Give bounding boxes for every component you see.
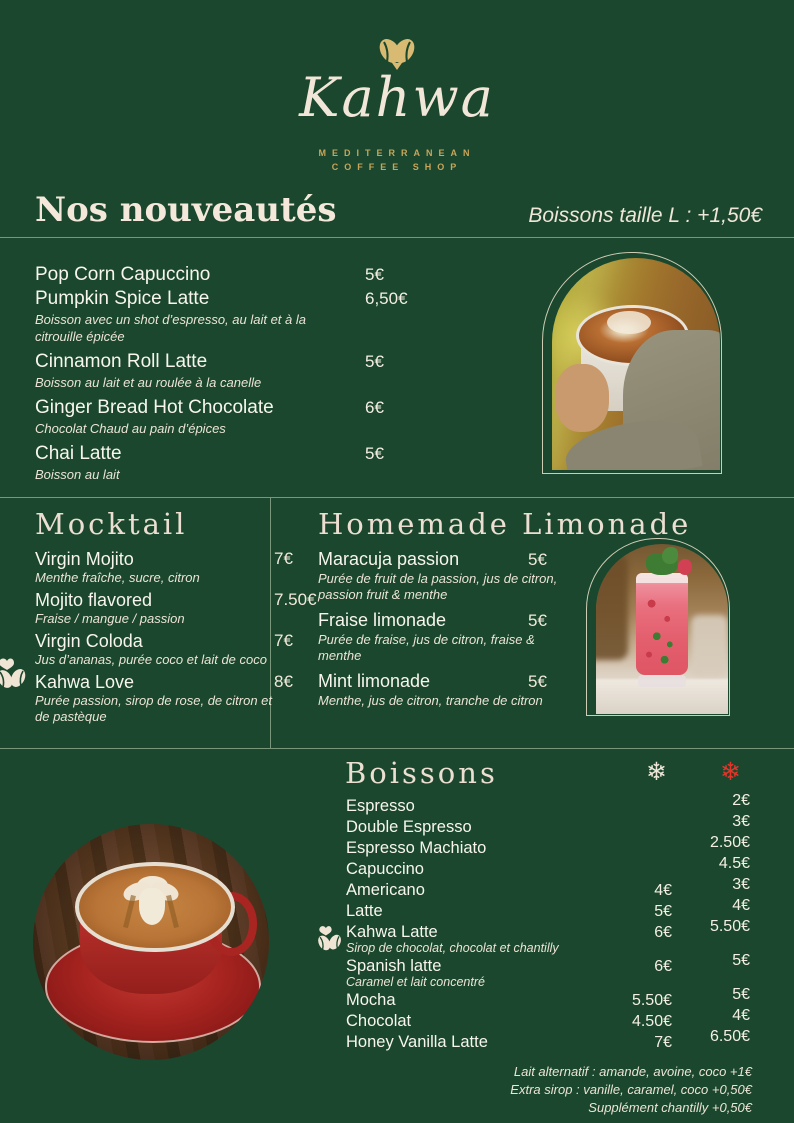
menu-item xyxy=(318,670,573,709)
item-name: Kahwa Latte xyxy=(346,923,438,941)
item-price: 5€ xyxy=(528,611,547,630)
item-description: Fraise / mangue / passion xyxy=(35,611,185,626)
item-name: Cinnamon Roll Latte xyxy=(35,351,208,372)
item-description: Menthe fraîche, sucre, citron xyxy=(35,570,200,585)
footnote: Lait alternatif : amande, avoine, coco +1€ xyxy=(513,1064,752,1079)
item-description: Menthe, jus de citron, tranche de citron xyxy=(318,693,543,708)
item-name: Mojito flavored xyxy=(35,590,153,610)
item-name: Spanish latte xyxy=(346,957,442,975)
snowflake-cream-icon: ❄ xyxy=(646,758,667,786)
item-price: 5€ xyxy=(365,444,384,463)
pumpkin-spice-latte-photo xyxy=(552,258,720,470)
latte-art-red-cup-photo xyxy=(33,824,269,1060)
item-price-col1: 4€ xyxy=(654,882,672,899)
item-price-col1: 5.50€ xyxy=(631,992,672,1009)
item-name: Kahwa Love xyxy=(35,672,135,692)
menu-item xyxy=(318,609,573,664)
item-name: Honey Vanilla Latte xyxy=(346,1033,488,1051)
item-name: Pop Corn Capuccino xyxy=(35,264,211,285)
item-name: Virgin Mojito xyxy=(35,549,134,569)
item-name: Americano xyxy=(346,881,425,899)
item-description: Chocolat Chaud au pain d’épices xyxy=(35,421,226,436)
item-name: Espresso Machiato xyxy=(346,839,487,857)
item-price-col1: 7€ xyxy=(654,1034,672,1051)
item-name: Chai Latte xyxy=(35,443,122,464)
item-name: Maracuja passion xyxy=(318,549,460,569)
item-name: Ginger Bread Hot Chocolate xyxy=(35,397,274,418)
section-title-nouveautes: Nos nouveautés xyxy=(35,190,337,230)
item-description: Boisson avec un shot d’espresso, au lait et à la citrouille épicée xyxy=(35,312,306,344)
menu-item xyxy=(35,671,315,725)
item-price: 8€ xyxy=(274,672,293,691)
boissons-table xyxy=(346,792,750,1053)
item-price: 5€ xyxy=(528,672,547,691)
brand-tagline-line1: MEDITERRANEAN xyxy=(318,148,476,158)
item-price-col2: 4€ xyxy=(732,897,750,914)
item-name: Espresso xyxy=(346,797,415,815)
footnote: Extra sirop : vanille, caramel, coco +0,50€ xyxy=(510,1082,752,1097)
section-divider xyxy=(0,497,794,498)
menu-item xyxy=(35,442,435,483)
table-row xyxy=(346,1028,750,1053)
snowflake-red-icon: ❄ xyxy=(720,758,741,786)
item-price-col2: 6.50€ xyxy=(709,1028,750,1045)
item-price: 7€ xyxy=(274,549,293,568)
item-price-col2: 5€ xyxy=(732,986,750,1003)
item-price-col2: 3€ xyxy=(732,813,750,830)
brand-name: Kahwa xyxy=(299,66,495,129)
item-price-col2: 5.50€ xyxy=(709,918,750,935)
section-title-boissons: Boissons xyxy=(345,756,498,790)
item-price: 5€ xyxy=(365,352,384,371)
item-price: 6€ xyxy=(365,398,384,417)
item-name: Fraise limonade xyxy=(318,610,447,630)
coffee-bean-heart-icon xyxy=(0,655,29,696)
item-price-col2: 3€ xyxy=(732,876,750,893)
menu-item xyxy=(35,548,315,586)
size-note: Boissons taille L : +1,50€ xyxy=(528,204,762,227)
menu-item xyxy=(318,548,573,603)
footnote: Supplément chantilly +0,50€ xyxy=(588,1100,752,1115)
item-price-col2: 2€ xyxy=(732,792,750,809)
footnotes xyxy=(332,1063,752,1117)
item-price-col2: 5€ xyxy=(732,952,750,969)
nouveautes-list xyxy=(35,263,435,488)
item-name: Latte xyxy=(346,902,383,920)
item-price-col1: 6€ xyxy=(654,958,672,975)
menu-item xyxy=(35,350,435,391)
item-description: Sirop de chocolat, chocolat et chantilly xyxy=(346,941,559,955)
brand-tagline-line2: COFFEE SHOP xyxy=(331,162,463,172)
item-name: Virgin Coloda xyxy=(35,631,143,651)
menu-item xyxy=(35,589,315,627)
menu-item xyxy=(35,630,315,668)
item-name: Mint limonade xyxy=(318,671,431,691)
item-name: Chocolat xyxy=(346,1012,412,1030)
coffee-bean-heart-icon xyxy=(316,923,344,958)
section-title-limonade: Homemade Limonade xyxy=(318,507,692,541)
item-price-col2: 4€ xyxy=(732,1007,750,1024)
menu-item xyxy=(35,396,435,437)
item-description: Boisson au lait et au roulée à la canelle xyxy=(35,375,262,390)
item-description: Purée passion, sirop de rose, de citron et de pastèque xyxy=(35,693,273,724)
item-price-col2: 2.50€ xyxy=(709,834,750,851)
item-name: Mocha xyxy=(346,991,396,1009)
item-price-col1: 4.50€ xyxy=(631,1013,672,1030)
section-divider xyxy=(0,237,794,238)
item-price-col1: 6€ xyxy=(654,924,672,941)
item-price: 7€ xyxy=(274,631,293,650)
strawberry-limonade-photo xyxy=(596,544,728,714)
item-price-col2: 4.5€ xyxy=(718,855,750,872)
item-description: Boisson au lait xyxy=(35,467,120,482)
item-name: Double Espresso xyxy=(346,818,472,836)
item-price: 6,50€ xyxy=(365,289,408,308)
item-description: Caramel et lait concentré xyxy=(346,975,485,989)
item-description: Purée de fruit de la passion, jus de citron, passion fruit & menthe xyxy=(318,571,558,602)
item-description: Jus d’ananas, purée coco et lait de coco xyxy=(35,652,267,667)
item-price-col1: 5€ xyxy=(654,903,672,920)
item-name: Pumpkin Spice Latte xyxy=(35,288,210,309)
menu-item xyxy=(35,287,435,345)
item-description: Purée de fraise, jus de citron, fraise & menthe xyxy=(318,632,535,663)
item-price: 5€ xyxy=(365,265,384,284)
item-name: Capuccino xyxy=(346,860,424,878)
limonade-list xyxy=(318,548,573,715)
item-price: 7.50€ xyxy=(274,590,317,609)
item-price: 5€ xyxy=(528,550,547,569)
section-divider xyxy=(0,748,794,749)
mocktail-list xyxy=(35,548,315,728)
section-title-mocktail: Mocktail xyxy=(35,507,188,541)
menu-item xyxy=(35,263,435,287)
